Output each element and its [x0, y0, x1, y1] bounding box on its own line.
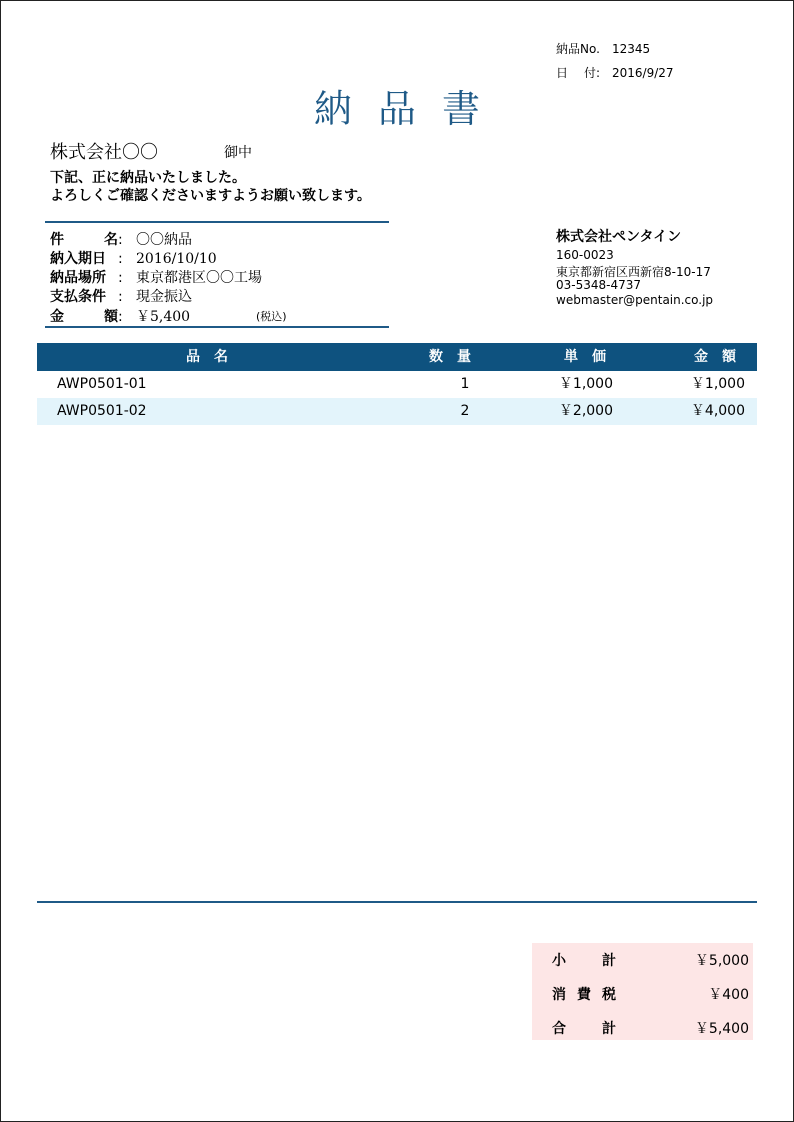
- row-unit-price: ￥1,000: [558, 376, 613, 392]
- info-top-rule: [45, 221, 389, 223]
- row-qty: 2: [460, 403, 470, 419]
- info-amount-label: 金 額: [50, 309, 118, 325]
- info-place-value: 東京都港区〇〇工場: [136, 270, 262, 286]
- issue-date-value: 2016/9/27: [612, 66, 674, 80]
- info-payment: 支払条件 : 現金振込: [50, 286, 192, 306]
- delivery-number-label: 納品No.: [556, 42, 600, 56]
- company-address: 東京都新宿区西新宿8-10-17: [556, 265, 711, 279]
- header-unit-price: 単 価: [564, 349, 606, 365]
- info-place: 納品場所 : 東京都港区〇〇工場: [50, 267, 262, 287]
- info-subject-label: 件 名: [50, 232, 118, 248]
- info-payment-label: 支払条件: [50, 289, 106, 305]
- info-subject-value: 〇〇納品: [136, 232, 192, 248]
- header-amount: 金 額: [694, 349, 736, 365]
- message-line-1: 下記、正に納品いたしました。: [50, 170, 246, 186]
- row-unit-price: ￥2,000: [558, 403, 613, 419]
- delivery-number: [556, 40, 650, 57]
- subtotal-label: 小 計: [552, 953, 616, 969]
- info-place-label: 納品場所: [50, 270, 106, 286]
- totals-box: [532, 943, 753, 1040]
- info-amount-value: ￥5,400: [136, 309, 191, 325]
- tax-value: ￥400: [708, 987, 749, 1003]
- tax-included-note: (税込): [256, 310, 287, 323]
- info-bottom-rule: [45, 326, 389, 328]
- table-row: [37, 398, 757, 425]
- table-bottom-rule: [37, 901, 757, 903]
- row-item: AWP0501-01: [57, 376, 147, 392]
- info-due-date: 納入期日 : 2016/10/10: [50, 248, 217, 268]
- info-amount: 金 額 : ￥5,400: [50, 306, 190, 326]
- page-title: 納品書: [313, 87, 506, 131]
- company-email: webmaster@pentain.co.jp: [556, 293, 714, 307]
- info-payment-value: 現金振込: [136, 289, 192, 305]
- info-due-value: 2016/10/10: [136, 251, 217, 267]
- row-amount: ￥1,000: [690, 376, 745, 392]
- row-amount: ￥4,000: [690, 403, 745, 419]
- header-qty: 数 量: [429, 349, 471, 365]
- delivery-number-value: 12345: [612, 42, 651, 56]
- row-item: AWP0501-02: [57, 403, 147, 419]
- table-row: [37, 371, 757, 398]
- row-qty: 1: [460, 376, 470, 392]
- company-postal: 160-0023: [556, 248, 614, 262]
- issue-date-label: 日 付:: [556, 66, 600, 80]
- header-item: 品 名: [186, 349, 228, 365]
- customer-name: 株式会社〇〇: [50, 142, 158, 163]
- subtotal-value: ￥5,000: [694, 953, 749, 969]
- message-line-2: よろしくご確認くださいますようお願い致します。: [50, 188, 371, 204]
- total-value: ￥5,400: [694, 1021, 749, 1037]
- info-subject: 件 名 : 〇〇納品: [50, 229, 192, 249]
- company-phone: 03-5348-4737: [556, 278, 642, 292]
- tax-label: 消 費 税: [552, 987, 616, 1003]
- company-name: 株式会社ペンタイン: [556, 229, 682, 245]
- total-label: 合 計: [552, 1021, 616, 1037]
- items-table-header: [37, 343, 757, 371]
- customer-honorific: 御中: [224, 145, 252, 161]
- info-due-label: 納入期日: [50, 251, 106, 267]
